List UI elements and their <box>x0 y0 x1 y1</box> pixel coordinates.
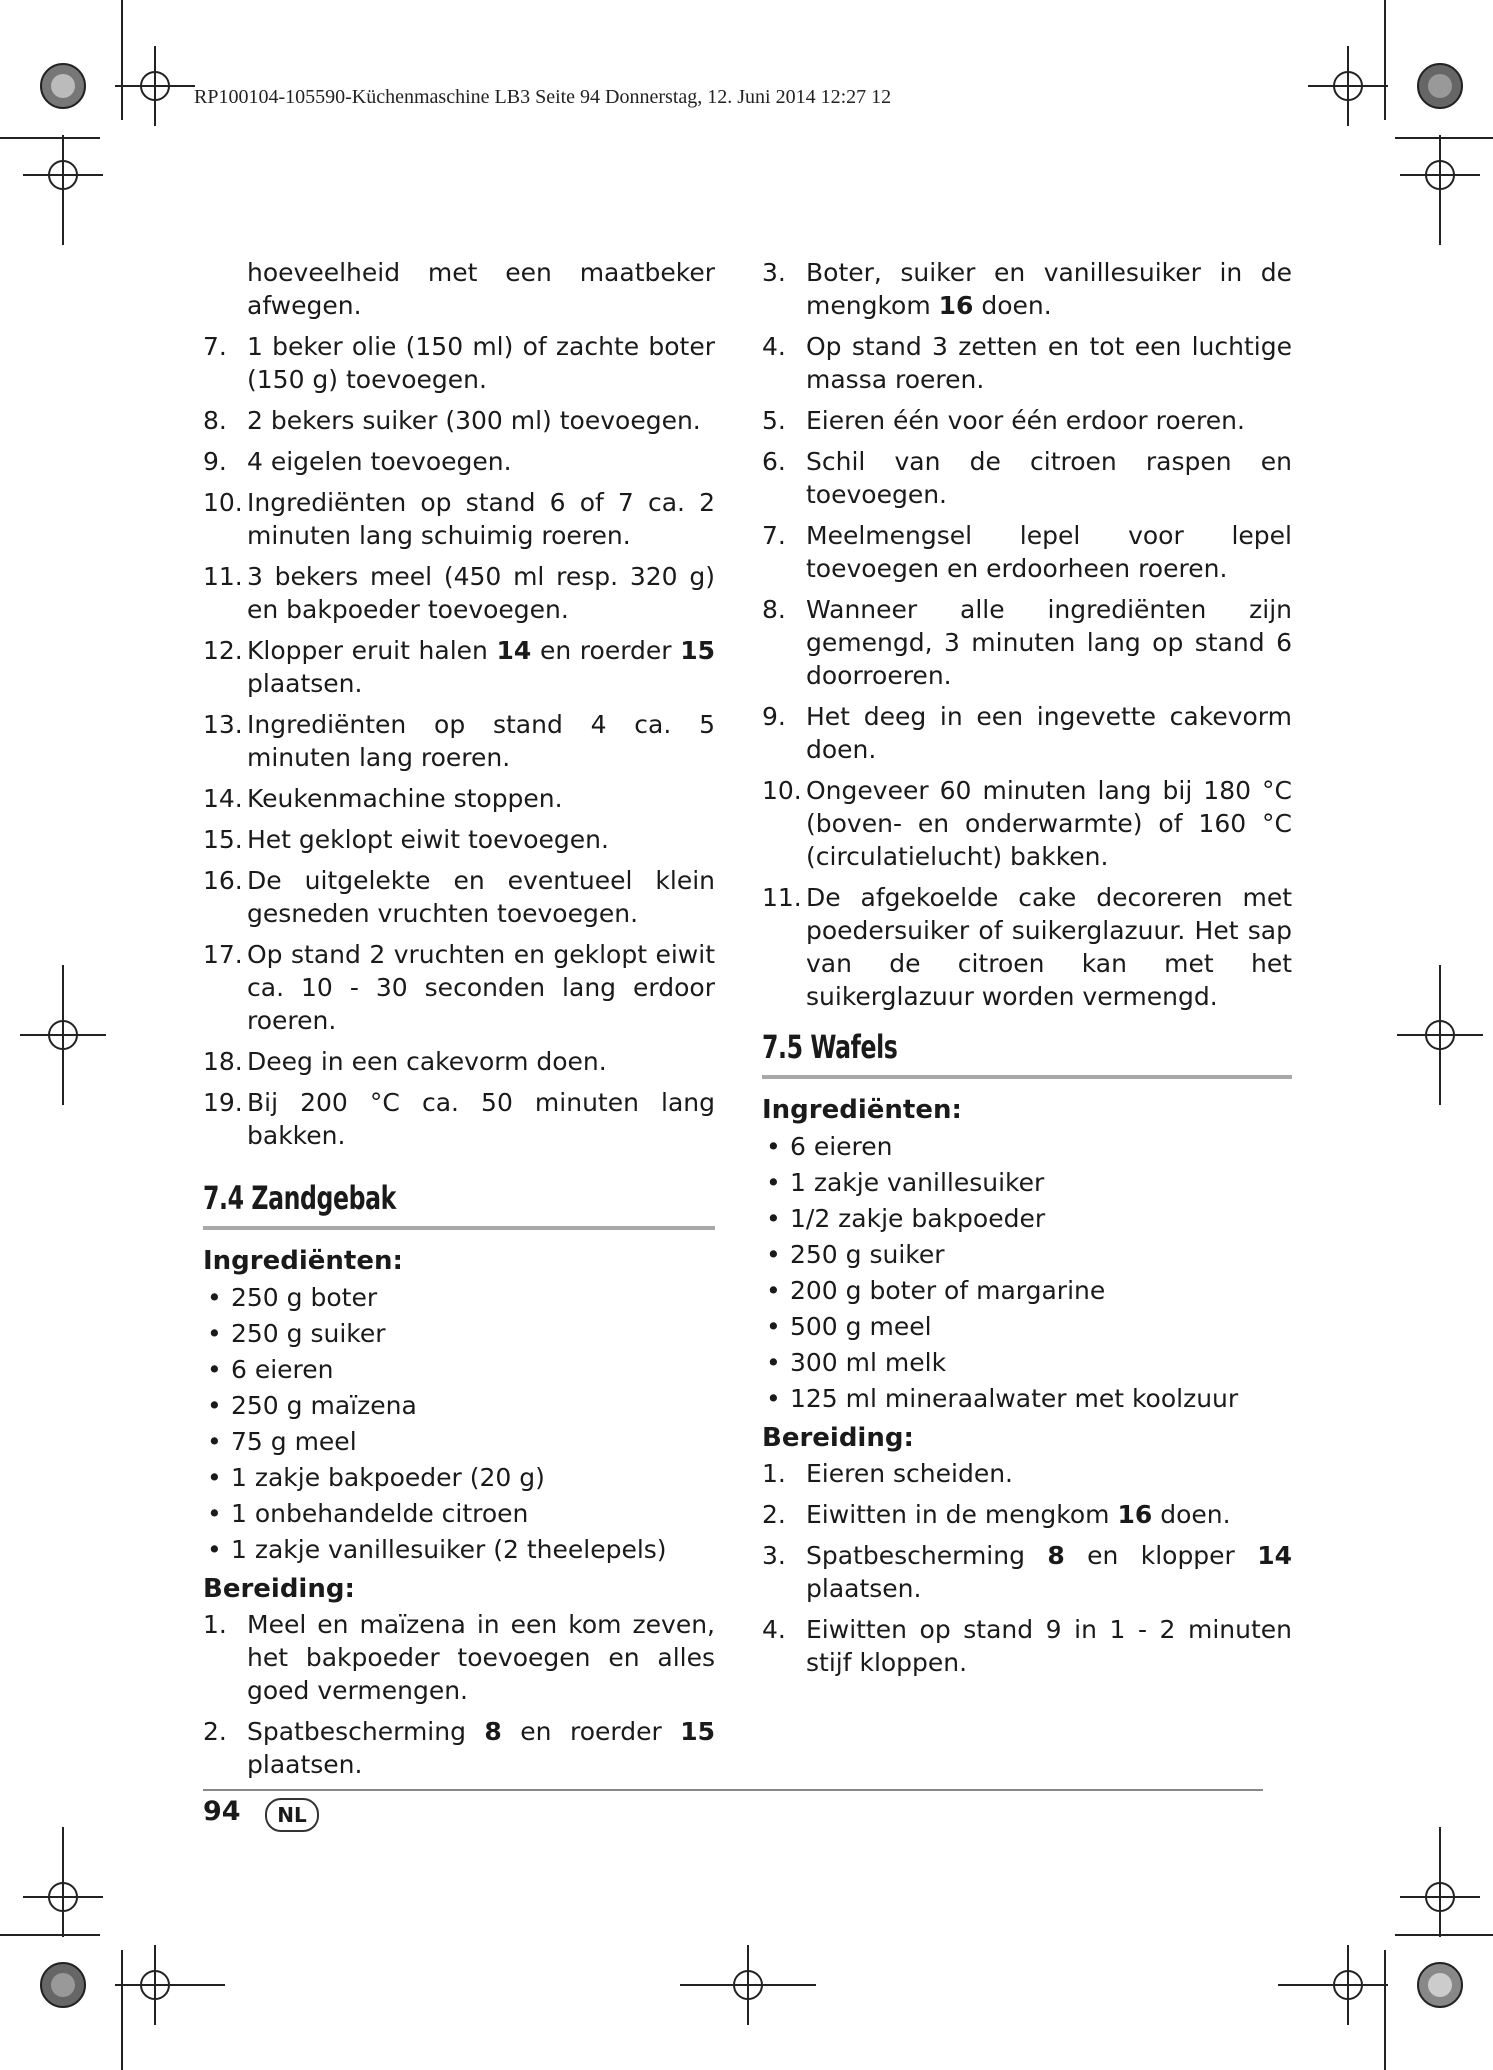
language-badge: NL <box>265 1798 319 1832</box>
crosshair-top-left-icon <box>115 46 195 126</box>
crosshair-left-middle-icon <box>20 965 106 1105</box>
part-reference-number: 14 <box>496 636 532 665</box>
step-text-part: en klopper <box>1064 1541 1258 1570</box>
step-text: Eieren één voor één erdoor roeren. <box>806 406 1245 435</box>
ingredient-item: • 125 ml mineraalwater met koolzuur <box>762 1381 1292 1417</box>
step-text <box>247 634 715 700</box>
step-item <box>203 1715 715 1781</box>
step-text: Op stand 3 zetten en tot een luchtige massa roeren. <box>806 332 1292 394</box>
step-text: 2 bekers suiker (300 ml) toevoegen. <box>247 406 701 435</box>
registration-target-top-left-icon <box>41 64 85 108</box>
ingredient-item: • 1 zakje vanillesuiker <box>762 1165 1292 1201</box>
step-item <box>203 708 715 774</box>
step-item <box>203 445 715 478</box>
step-number: 2. <box>762 1500 786 1529</box>
step-number: 4. <box>762 1615 786 1644</box>
registration-target-bottom-right-icon <box>1418 1963 1462 2007</box>
step-item <box>203 1045 715 1078</box>
step-number: 7. <box>203 332 227 361</box>
crosshair-top-right-icon <box>1308 46 1388 126</box>
ingredient-item: • 300 ml melk <box>762 1345 1292 1381</box>
section-rule <box>203 1226 715 1230</box>
ingredient-item: • 1 zakje bakpoeder (20 g) <box>203 1460 715 1496</box>
ingredient-item: • 250 g maïzena <box>203 1388 715 1424</box>
step-text-part: Spatbescherming <box>806 1541 1048 1570</box>
section-title-wafels: 7.5 Wafels <box>762 1028 898 1066</box>
ingredients-label: Ingrediënten: <box>203 1246 403 1276</box>
step-item <box>762 1498 1292 1531</box>
part-reference-number: 14 <box>1257 1541 1293 1570</box>
crosshair-left-lower-icon <box>23 1827 103 1937</box>
step-text-part: Eiwitten in de mengkom <box>806 1500 1118 1529</box>
step-text <box>247 1715 715 1781</box>
step-item <box>203 634 715 700</box>
footer-rule <box>203 1789 1263 1791</box>
step-number: 16. <box>203 866 243 895</box>
ingredient-item: • 75 g meel <box>203 1424 715 1460</box>
step-text: Het geklopt eiwit toevoegen. <box>247 825 609 854</box>
step-text: De afgekoelde cake decoreren met poedersuiker of suikerglazuur. Het sap van de citroen kan met het suikerglazuur worden vermengd. <box>806 883 1292 1011</box>
step-text-part: doen. <box>1152 1500 1231 1529</box>
step-item <box>762 593 1292 692</box>
step-number: 8. <box>203 406 227 435</box>
registration-target-top-right-icon <box>1418 64 1462 108</box>
step-item <box>762 1539 1292 1605</box>
step-text: 1 beker olie (150 ml) of zachte boter (150 g) toevoegen. <box>247 332 715 394</box>
page-number: 94 <box>203 1796 241 1827</box>
part-reference-number: 16 <box>1117 1500 1153 1529</box>
left-column <box>203 256 715 1789</box>
step-text: Meel en maïzena in een kom zeven, het bakpoeder toevoegen en alles goed vermengen. <box>247 1610 715 1705</box>
crosshair-bottom-center-icon <box>680 1945 816 2025</box>
step-item <box>203 486 715 552</box>
ingredient-item: • 6 eieren <box>203 1352 715 1388</box>
step-text-part: doen. <box>973 291 1052 320</box>
step-number: 7. <box>762 521 786 550</box>
step-number: 13. <box>203 710 243 739</box>
step-number: 1. <box>762 1459 786 1488</box>
part-reference-number: 15 <box>680 1717 715 1746</box>
step-item <box>203 1086 715 1152</box>
right-steps-list <box>762 256 1292 1013</box>
step-item <box>762 700 1292 766</box>
step-text-part: Spatbescherming <box>247 1717 485 1746</box>
step-number: 11. <box>203 562 243 591</box>
step-text-part: en roerder <box>501 1717 681 1746</box>
step-number: 10. <box>762 776 802 805</box>
step-item <box>762 1613 1292 1679</box>
step-text: De uitgelekte en eventueel klein gesneden vruchten toevoegen. <box>247 866 715 928</box>
crosshair-right-lower-icon <box>1400 1827 1480 1937</box>
part-reference-number: 16 <box>938 291 974 320</box>
ingredient-item: • 250 g boter <box>203 1280 715 1316</box>
step-item <box>762 404 1292 437</box>
step-item <box>203 256 715 322</box>
step-text: Ongeveer 60 minuten lang bij 180 °C (boven- en onderwarmte) of 160 °C (circulatielucht) bakken. <box>806 776 1292 871</box>
ingredient-item: • 1 onbehandelde citroen <box>203 1496 715 1532</box>
crosshair-bottom-left-icon <box>115 1945 225 2025</box>
step-number: 19. <box>203 1088 243 1117</box>
step-item <box>203 1608 715 1707</box>
step-text: Keukenmachine stoppen. <box>247 784 563 813</box>
step-number: 9. <box>762 702 786 731</box>
preparation-steps <box>762 1457 1292 1679</box>
preparation-label: Bereiding: <box>203 1574 355 1604</box>
step-text: Eieren scheiden. <box>806 1459 1014 1488</box>
crosshair-bottom-right-icon <box>1278 1945 1388 2025</box>
part-reference-number: 15 <box>680 636 715 665</box>
preparation-steps <box>203 1608 715 1781</box>
crosshair-left-upper-icon <box>23 135 103 245</box>
step-text: Meelmengsel lepel voor lepel toevoegen en erdoorheen roeren. <box>806 521 1292 583</box>
step-item <box>762 256 1292 322</box>
step-text-part: plaatsen. <box>247 669 363 698</box>
section-rule <box>762 1075 1292 1079</box>
section-title-zandgebak: 7.4 Zandgebak <box>203 1179 396 1217</box>
ingredients-list <box>203 1280 715 1568</box>
step-number: 8. <box>762 595 786 624</box>
preparation-label: Bereiding: <box>762 1423 914 1453</box>
ingredient-item: • 1 zakje vanillesuiker (2 theelepels) <box>203 1532 715 1568</box>
part-reference-number: 8 <box>1047 1541 1065 1570</box>
step-text-part: plaatsen. <box>806 1574 922 1603</box>
step-number: 10. <box>203 488 243 517</box>
ingredient-item: • 200 g boter of margarine <box>762 1273 1292 1309</box>
step-text: Schil van de citroen raspen en toevoegen. <box>806 447 1292 509</box>
step-number: 5. <box>762 406 786 435</box>
step-text <box>806 1498 1292 1531</box>
step-text: 3 bekers meel (450 ml resp. 320 g) en bakpoeder toevoegen. <box>247 562 715 624</box>
ingredient-item: • 250 g suiker <box>203 1316 715 1352</box>
step-item <box>203 560 715 626</box>
ingredient-item: • 250 g suiker <box>762 1237 1292 1273</box>
step-number: 11. <box>762 883 802 912</box>
registration-target-bottom-left-icon <box>41 1963 85 2007</box>
step-item <box>762 445 1292 511</box>
step-number: 1. <box>203 1610 227 1639</box>
step-item <box>762 330 1292 396</box>
step-text-part: en roerder <box>531 636 681 665</box>
step-item <box>762 881 1292 1013</box>
step-number: 3. <box>762 258 786 287</box>
step-text <box>806 1539 1292 1605</box>
ingredient-item: • 1/2 zakje bakpoeder <box>762 1201 1292 1237</box>
step-text: hoeveelheid met een maatbeker afwegen. <box>247 258 715 320</box>
step-item <box>762 519 1292 585</box>
step-item <box>203 404 715 437</box>
step-number: 17. <box>203 940 243 969</box>
step-text <box>806 256 1292 322</box>
step-item <box>762 774 1292 873</box>
step-item <box>203 823 715 856</box>
step-text: Ingrediënten op stand 4 ca. 5 minuten lang roeren. <box>247 710 715 772</box>
crosshair-right-middle-icon <box>1397 965 1483 1105</box>
ingredient-item: • 500 g meel <box>762 1309 1292 1345</box>
step-item <box>203 782 715 815</box>
step-number: 12. <box>203 636 243 665</box>
step-number: 4. <box>762 332 786 361</box>
step-text: Wanneer alle ingrediënten zijn gemengd, 3 minuten lang op stand 6 doorroeren. <box>806 595 1292 690</box>
step-text: Deeg in een cakevorm doen. <box>247 1047 607 1076</box>
right-column <box>762 256 1292 1687</box>
part-reference-number: 8 <box>484 1717 502 1746</box>
step-text-part: Klopper eruit halen <box>247 636 497 665</box>
step-item <box>203 864 715 930</box>
step-text: Het deeg in een ingevette cakevorm doen. <box>806 702 1292 764</box>
step-text: Bij 200 °C ca. 50 minuten lang bakken. <box>247 1088 715 1150</box>
step-number: 14. <box>203 784 243 813</box>
step-number: 15. <box>203 825 243 854</box>
step-text: Eiwitten op stand 9 in 1 - 2 minuten stijf kloppen. <box>806 1615 1292 1677</box>
ingredient-item: • 6 eieren <box>762 1129 1292 1165</box>
step-number: 3. <box>762 1541 786 1570</box>
left-steps-list <box>203 256 715 1152</box>
ingredients-list <box>762 1129 1292 1417</box>
step-number: 9. <box>203 447 227 476</box>
step-number: 6. <box>762 447 786 476</box>
step-item <box>203 938 715 1037</box>
step-text: Ingrediënten op stand 6 of 7 ca. 2 minuten lang schuimig roeren. <box>247 488 715 550</box>
step-text-part: plaatsen. <box>247 1750 363 1779</box>
step-text-part: Boter, suiker en vanillesuiker in de mengkom <box>806 258 1292 320</box>
step-number: 2. <box>203 1717 227 1746</box>
step-text: 4 eigelen toevoegen. <box>247 447 512 476</box>
step-item <box>762 1457 1292 1490</box>
step-item <box>203 330 715 396</box>
ingredients-label: Ingrediënten: <box>762 1095 962 1125</box>
step-number: 18. <box>203 1047 243 1076</box>
step-text: Op stand 2 vruchten en geklopt eiwit ca. 10 - 30 seconden lang erdoor roeren. <box>247 940 715 1035</box>
print-slug: RP100104-105590-Küchenmaschine LB3 Seite 94 Donnerstag, 12. Juni 2014 12:27 12 <box>194 86 892 108</box>
crosshair-right-upper-icon <box>1400 135 1480 245</box>
